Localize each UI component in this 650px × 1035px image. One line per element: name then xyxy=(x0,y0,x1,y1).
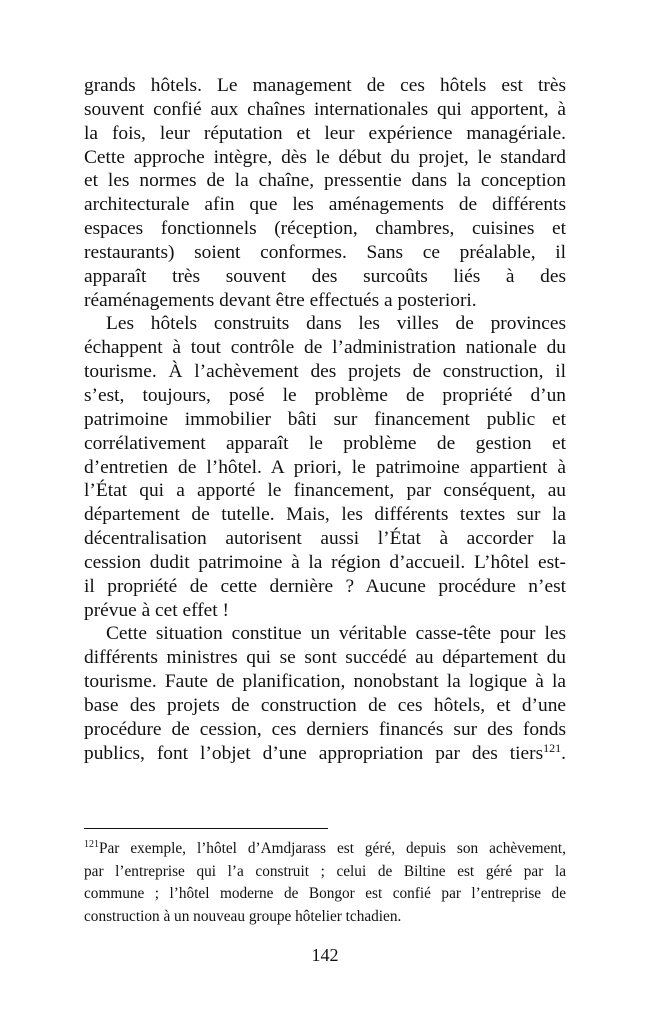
paragraph-2 xyxy=(84,312,566,622)
text-line: base des projets de construction de ces hôtels, et d’une xyxy=(84,694,566,716)
text-line: corrélativement apparaît le problème de gestion et xyxy=(84,432,566,454)
text-line: Cette approche intègre, dès le début du projet, le standard xyxy=(84,146,566,168)
page-body xyxy=(84,74,566,765)
text-line: restaurants) soient conformes. Sans ce préalable, il xyxy=(84,241,566,263)
text-line: grands hôtels. Le management de ces hôtels est très xyxy=(84,75,566,96)
footnote-reference[interactable]: 121 xyxy=(543,740,562,755)
footnote xyxy=(84,838,566,928)
text-line: et les normes de la chaîne, pressentie dans la conception xyxy=(84,170,566,192)
footnote-line xyxy=(84,838,566,861)
text-line: la fois, leur réputation et leur expérience managériale. xyxy=(84,122,566,144)
text-line: l’État qui a apporté le financement, par conséquent, au xyxy=(84,480,566,502)
text-line: apparaît très souvent des surcoûts liés à des xyxy=(84,265,566,287)
page-number: 142 xyxy=(311,945,339,965)
text-line: espaces fonctionnels (réception, chambres, cuisines et xyxy=(84,218,566,240)
text-line: prévue à cet effet ! xyxy=(84,599,229,621)
text-line: s’est, toujours, posé le problème de propriété d’un xyxy=(84,384,566,406)
text-line: cession dudit patrimoine à la région d’accueil. L’hôtel est- xyxy=(84,551,566,573)
footnote-line: par l’entreprise qui l’a construit ; celui de Biltine est géré par la xyxy=(84,862,566,880)
paragraph-1 xyxy=(84,74,566,312)
paragraph-3 xyxy=(84,622,566,765)
text-line: département de tutelle. Mais, les différents textes sur la xyxy=(84,504,566,526)
text-line: publics, font l’objet d’une appropriation par des tiers xyxy=(84,742,544,764)
footnote-marker: 121 xyxy=(84,839,99,850)
text-line: souvent confié aux chaînes internationales qui apportent, à xyxy=(84,98,566,120)
text-line: décentralisation autorisent aussi l’État à accorder la xyxy=(84,528,566,550)
footnote-line: commune ; l’hôtel moderne de Bongor est confié par l’entreprise de xyxy=(84,885,566,902)
text-line: procédure de cession, ces derniers financés sur des fonds xyxy=(84,718,566,740)
text-line-with-footnote-ref: publics, font l’objet d’une appropriation par des tiers$^{121}$. xyxy=(84,740,566,764)
text-line: tourisme. Faute de planification, nonobstant la logique à la xyxy=(84,671,566,693)
text-line: réaménagements devant être effectués a posteriori. xyxy=(84,289,477,311)
text-line: tourisme. À l’achèvement des projets de construction, il xyxy=(84,361,566,383)
text-line: Les hôtels construits dans les villes de provinces xyxy=(106,313,566,335)
text-line: échappent à tout contrôle de l’administration nationale du xyxy=(84,337,566,359)
footnote-line: construction à un nouveau groupe hôtelier tchadien. xyxy=(84,907,402,925)
text-line: patrimoine immobilier bâti sur financement public et xyxy=(84,408,566,430)
text-line: Cette situation constitue un véritable casse-tête pour les xyxy=(106,623,566,645)
text-line: architecturale afin que les aménagements de différents xyxy=(84,194,566,216)
text-line: différents ministres qui se sont succédé au département du xyxy=(84,647,566,669)
footnote-divider xyxy=(84,828,328,829)
text-line: d’entretien de l’hôtel. A priori, le patrimoine appartient à xyxy=(84,456,566,478)
text-line: il propriété de cette dernière ? Aucune procédure n’est xyxy=(84,575,566,597)
footnote-text: Par exemple, l’hôtel d’Amdjarass est géré, depuis son achèvement, xyxy=(99,840,566,857)
